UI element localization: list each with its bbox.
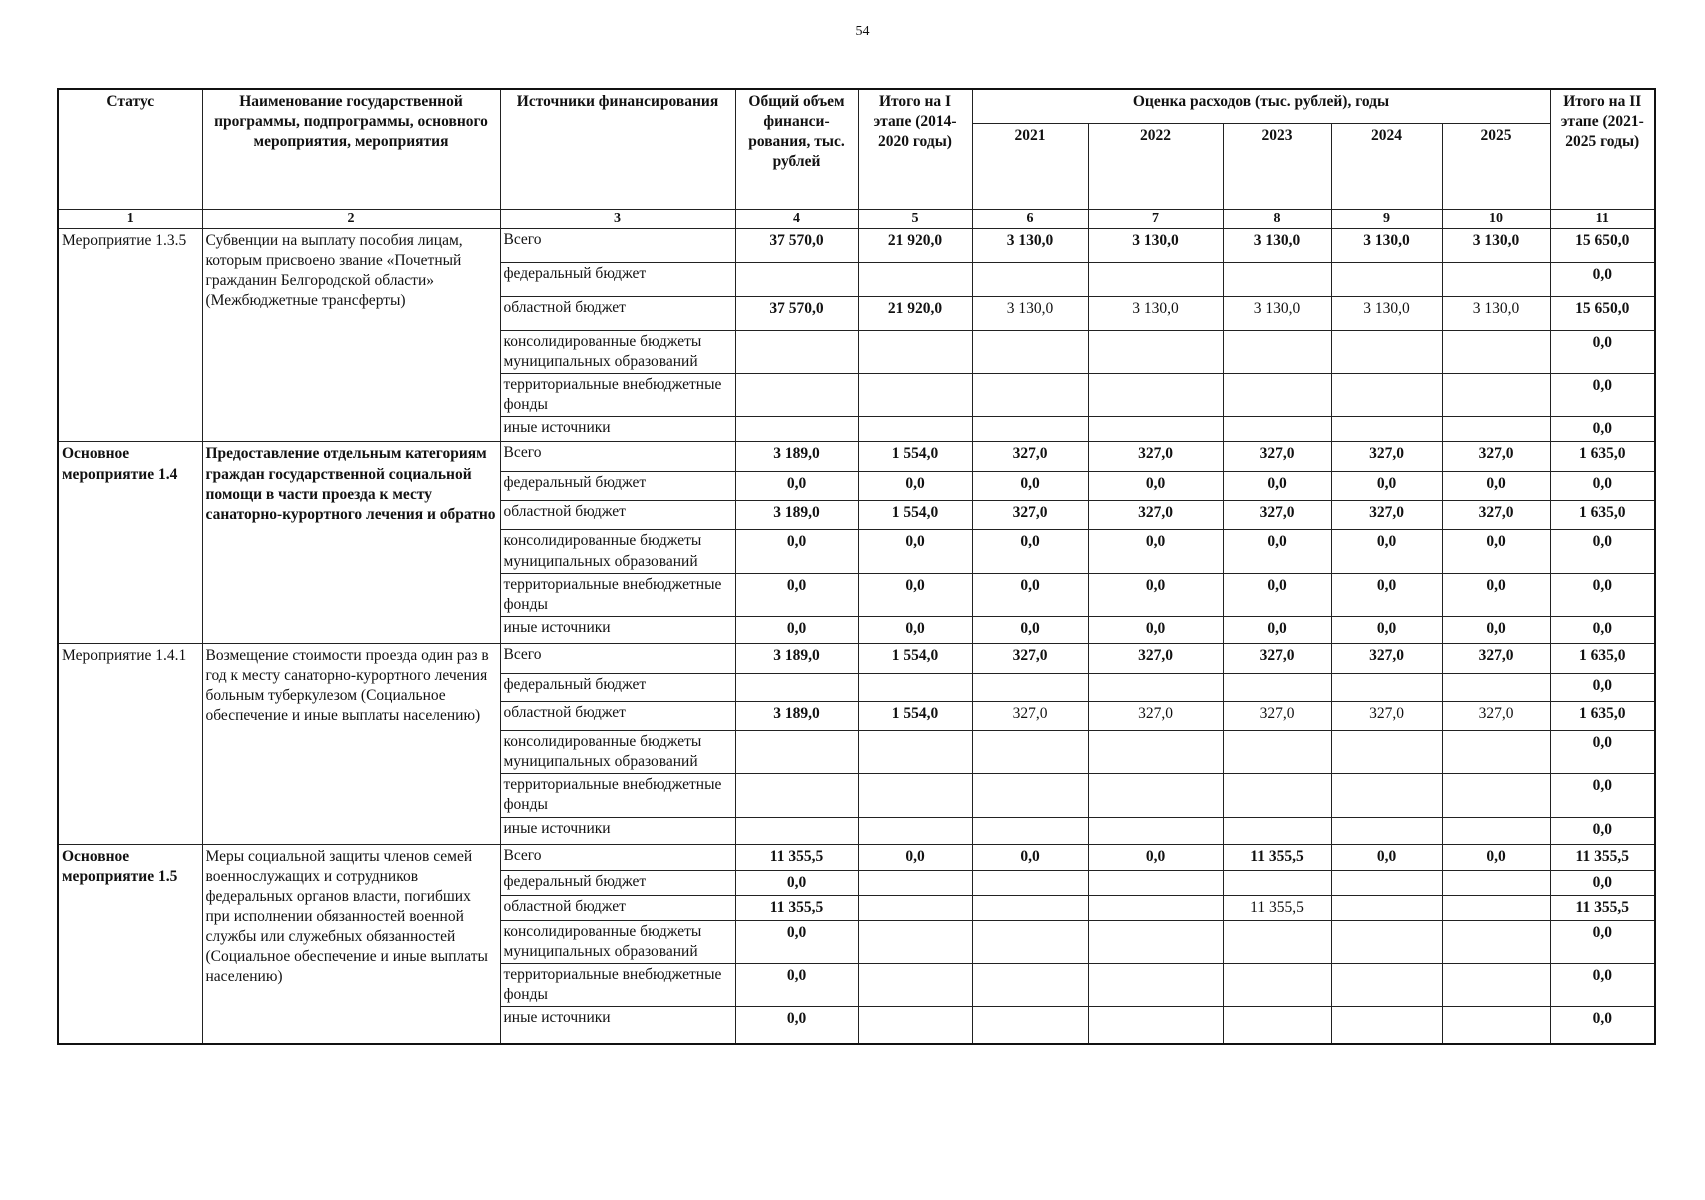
value-cell: 3 130,0	[1331, 296, 1442, 330]
table-row	[58, 844, 1655, 870]
value-cell: 0,0	[1550, 964, 1655, 1007]
table-row	[58, 442, 1655, 472]
value-cell: 0,0	[972, 844, 1088, 870]
value-cell	[1223, 870, 1331, 895]
value-cell: 0,0	[972, 530, 1088, 573]
value-cell: 0,0	[858, 616, 972, 643]
value-cell	[1331, 817, 1442, 844]
value-cell	[858, 673, 972, 701]
value-cell: 21 920,0	[858, 228, 972, 262]
value-cell: 327,0	[1442, 442, 1550, 472]
row-name: Меры социальной защиты членов семей военнослужащих и сотрудников федеральных органов власти, погибших при исполнении обязанностей военной службы или служебных обязанностей (Социальное обеспечение и иные выплаты населению)	[202, 844, 500, 1044]
column-index: 4	[735, 209, 858, 228]
header-stage2: Итого на II этапе (2021-2025 годы)	[1550, 89, 1655, 209]
value-cell	[1223, 330, 1331, 373]
value-cell: 0,0	[858, 573, 972, 616]
value-cell: 0,0	[735, 530, 858, 573]
value-cell: 3 130,0	[1223, 296, 1331, 330]
value-cell: 0,0	[735, 472, 858, 501]
page-number: 54	[855, 24, 870, 39]
value-cell	[1331, 895, 1442, 920]
value-cell	[735, 730, 858, 773]
row-name: Возмещение стоимости проезда один раз в год к месту санаторно-курортного лечения больным туберкулезом (Социальное обеспечение и иные выплаты населению)	[202, 643, 500, 844]
budget-table-container	[57, 88, 1656, 1045]
value-cell	[972, 417, 1088, 442]
header-year: 2022	[1088, 123, 1223, 209]
value-cell: 0,0	[1331, 616, 1442, 643]
value-cell	[1442, 870, 1550, 895]
value-cell	[1442, 373, 1550, 416]
header-year: 2021	[972, 123, 1088, 209]
value-cell: 0,0	[972, 573, 1088, 616]
value-cell	[1331, 1007, 1442, 1044]
value-cell	[972, 262, 1088, 296]
row-status: Мероприятие 1.3.5	[58, 228, 202, 442]
value-cell: 1 554,0	[858, 501, 972, 530]
value-cell: 11 355,5	[735, 844, 858, 870]
value-cell: 0,0	[1550, 616, 1655, 643]
value-cell	[972, 673, 1088, 701]
value-cell	[1088, 373, 1223, 416]
value-cell: 3 189,0	[735, 501, 858, 530]
value-cell: 0,0	[858, 530, 972, 573]
value-cell: 11 355,5	[1550, 844, 1655, 870]
funding-source: Всего	[500, 844, 735, 870]
funding-source: федеральный бюджет	[500, 673, 735, 701]
row-name: Предоставление отдельным категориям граждан государственной социальной помощи в части проезда к месту санаторно-курортного лечения и обратно	[202, 442, 500, 644]
value-cell	[1223, 1007, 1331, 1044]
value-cell: 0,0	[1550, 330, 1655, 373]
value-cell: 37 570,0	[735, 228, 858, 262]
value-cell: 11 355,5	[1550, 895, 1655, 920]
funding-source: территориальные внебюджетные фонды	[500, 774, 735, 817]
value-cell	[1331, 774, 1442, 817]
value-cell: 0,0	[1550, 673, 1655, 701]
value-cell	[858, 373, 972, 416]
value-cell: 3 130,0	[1442, 296, 1550, 330]
value-cell: 0,0	[1550, 373, 1655, 416]
value-cell: 0,0	[1223, 616, 1331, 643]
value-cell	[1223, 673, 1331, 701]
value-cell	[1088, 774, 1223, 817]
value-cell: 0,0	[1442, 530, 1550, 573]
funding-source: Всего	[500, 228, 735, 262]
column-index-row	[58, 209, 1655, 228]
value-cell	[1223, 817, 1331, 844]
value-cell	[1331, 730, 1442, 773]
value-cell: 327,0	[1442, 643, 1550, 673]
value-cell: 327,0	[1088, 643, 1223, 673]
row-status: Основное мероприятие 1.5	[58, 844, 202, 1044]
value-cell	[1223, 774, 1331, 817]
value-cell: 15 650,0	[1550, 296, 1655, 330]
value-cell	[858, 262, 972, 296]
table-row	[58, 228, 1655, 262]
value-cell	[1088, 330, 1223, 373]
value-cell	[1088, 262, 1223, 296]
value-cell: 11 355,5	[1223, 844, 1331, 870]
value-cell: 3 130,0	[1088, 296, 1223, 330]
value-cell: 11 355,5	[1223, 895, 1331, 920]
value-cell: 327,0	[1223, 442, 1331, 472]
value-cell	[1088, 920, 1223, 963]
value-cell: 327,0	[972, 442, 1088, 472]
header-year: 2025	[1442, 123, 1550, 209]
value-cell: 0,0	[1331, 844, 1442, 870]
value-cell	[1331, 330, 1442, 373]
value-cell: 0,0	[1550, 530, 1655, 573]
value-cell: 327,0	[1223, 501, 1331, 530]
funding-source: Всего	[500, 643, 735, 673]
value-cell: 0,0	[1550, 573, 1655, 616]
value-cell	[858, 774, 972, 817]
budget-table	[57, 88, 1656, 1045]
funding-source: областной бюджет	[500, 895, 735, 920]
value-cell	[1088, 673, 1223, 701]
column-index: 11	[1550, 209, 1655, 228]
value-cell	[1442, 330, 1550, 373]
value-cell: 1 554,0	[858, 701, 972, 730]
value-cell	[735, 673, 858, 701]
value-cell	[1223, 920, 1331, 963]
value-cell: 37 570,0	[735, 296, 858, 330]
value-cell	[1088, 730, 1223, 773]
funding-source: консолидированные бюджеты муниципальных образований	[500, 530, 735, 573]
value-cell: 11 355,5	[735, 895, 858, 920]
funding-source: иные источники	[500, 616, 735, 643]
header-estimate: Оценка расходов (тыс. рублей), годы	[972, 89, 1550, 123]
value-cell	[972, 774, 1088, 817]
value-cell: 327,0	[972, 643, 1088, 673]
value-cell	[1442, 964, 1550, 1007]
value-cell: 3 189,0	[735, 442, 858, 472]
header-source: Источники финансирования	[500, 89, 735, 209]
funding-source: консолидированные бюджеты муниципальных образований	[500, 330, 735, 373]
value-cell	[972, 895, 1088, 920]
value-cell: 0,0	[1088, 616, 1223, 643]
value-cell	[1442, 417, 1550, 442]
header-status: Статус	[58, 89, 202, 209]
funding-source: иные источники	[500, 417, 735, 442]
value-cell: 327,0	[972, 501, 1088, 530]
value-cell: 0,0	[1331, 472, 1442, 501]
value-cell	[972, 1007, 1088, 1044]
value-cell: 0,0	[1550, 472, 1655, 501]
value-cell: 327,0	[1331, 442, 1442, 472]
value-cell: 0,0	[1331, 530, 1442, 573]
value-cell	[858, 330, 972, 373]
value-cell	[1442, 774, 1550, 817]
value-cell	[972, 817, 1088, 844]
value-cell: 0,0	[972, 472, 1088, 501]
value-cell	[858, 964, 972, 1007]
value-cell	[735, 373, 858, 416]
value-cell: 3 130,0	[1088, 228, 1223, 262]
value-cell: 327,0	[1331, 701, 1442, 730]
value-cell: 3 130,0	[972, 296, 1088, 330]
value-cell	[858, 1007, 972, 1044]
funding-source: областной бюджет	[500, 701, 735, 730]
value-cell: 3 130,0	[1223, 228, 1331, 262]
value-cell: 3 189,0	[735, 643, 858, 673]
value-cell: 15 650,0	[1550, 228, 1655, 262]
value-cell: 0,0	[1442, 844, 1550, 870]
value-cell: 0,0	[1223, 573, 1331, 616]
column-index: 7	[1088, 209, 1223, 228]
value-cell: 0,0	[1331, 573, 1442, 616]
value-cell	[1442, 920, 1550, 963]
value-cell	[1331, 373, 1442, 416]
value-cell: 327,0	[1442, 701, 1550, 730]
value-cell	[972, 730, 1088, 773]
value-cell: 0,0	[972, 616, 1088, 643]
value-cell	[972, 373, 1088, 416]
value-cell	[1088, 895, 1223, 920]
value-cell	[1223, 373, 1331, 416]
value-cell: 0,0	[735, 870, 858, 895]
column-index: 6	[972, 209, 1088, 228]
value-cell: 1 635,0	[1550, 643, 1655, 673]
value-cell	[735, 262, 858, 296]
value-cell	[1223, 417, 1331, 442]
value-cell: 0,0	[1550, 920, 1655, 963]
column-index: 2	[202, 209, 500, 228]
value-cell: 3 130,0	[972, 228, 1088, 262]
value-cell: 0,0	[1088, 530, 1223, 573]
value-cell: 327,0	[1331, 643, 1442, 673]
value-cell: 0,0	[1223, 530, 1331, 573]
row-status: Основное мероприятие 1.4	[58, 442, 202, 644]
value-cell: 0,0	[1088, 472, 1223, 501]
value-cell	[1223, 730, 1331, 773]
header-stage1: Итого на I этапе (2014-2020 годы)	[858, 89, 972, 209]
value-cell	[1331, 673, 1442, 701]
value-cell	[858, 895, 972, 920]
value-cell	[735, 774, 858, 817]
column-index: 5	[858, 209, 972, 228]
funding-source: консолидированные бюджеты муниципальных образований	[500, 730, 735, 773]
header-year: 2023	[1223, 123, 1331, 209]
value-cell	[1088, 817, 1223, 844]
value-cell: 0,0	[735, 573, 858, 616]
row-status: Мероприятие 1.4.1	[58, 643, 202, 844]
value-cell: 0,0	[1550, 417, 1655, 442]
value-cell	[972, 870, 1088, 895]
funding-source: территориальные внебюджетные фонды	[500, 573, 735, 616]
value-cell: 0,0	[735, 616, 858, 643]
row-name: Субвенции на выплату пособия лицам, которым присвоено звание «Почетный гражданин Белгородской области» (Межбюджетные трансферты)	[202, 228, 500, 442]
value-cell	[972, 964, 1088, 1007]
value-cell	[1088, 964, 1223, 1007]
value-cell: 0,0	[1550, 1007, 1655, 1044]
value-cell	[972, 920, 1088, 963]
value-cell: 327,0	[1088, 501, 1223, 530]
value-cell: 0,0	[1550, 870, 1655, 895]
value-cell: 1 635,0	[1550, 501, 1655, 530]
header-year: 2024	[1331, 123, 1442, 209]
value-cell	[1442, 895, 1550, 920]
value-cell: 3 130,0	[1442, 228, 1550, 262]
value-cell: 0,0	[1223, 472, 1331, 501]
table-body	[58, 228, 1655, 1044]
value-cell: 327,0	[1223, 701, 1331, 730]
value-cell	[858, 817, 972, 844]
value-cell: 1 635,0	[1550, 701, 1655, 730]
value-cell	[1088, 870, 1223, 895]
value-cell	[1331, 964, 1442, 1007]
value-cell: 327,0	[1442, 501, 1550, 530]
value-cell	[858, 730, 972, 773]
funding-source: иные источники	[500, 817, 735, 844]
value-cell	[1088, 1007, 1223, 1044]
funding-source: консолидированные бюджеты муниципальных образований	[500, 920, 735, 963]
value-cell: 0,0	[1442, 472, 1550, 501]
value-cell: 327,0	[1223, 643, 1331, 673]
value-cell: 0,0	[1088, 573, 1223, 616]
value-cell	[1223, 262, 1331, 296]
header-total: Общий объем финанси-рования, тыс. рублей	[735, 89, 858, 209]
value-cell: 0,0	[858, 844, 972, 870]
value-cell: 0,0	[735, 964, 858, 1007]
column-index: 1	[58, 209, 202, 228]
value-cell: 0,0	[858, 472, 972, 501]
value-cell	[1331, 417, 1442, 442]
value-cell	[1442, 1007, 1550, 1044]
value-cell: 1 635,0	[1550, 442, 1655, 472]
value-cell	[735, 817, 858, 844]
funding-source: Всего	[500, 442, 735, 472]
value-cell	[1442, 817, 1550, 844]
column-index: 8	[1223, 209, 1331, 228]
value-cell: 0,0	[735, 920, 858, 963]
value-cell: 21 920,0	[858, 296, 972, 330]
value-cell	[858, 870, 972, 895]
value-cell	[735, 330, 858, 373]
value-cell: 1 554,0	[858, 442, 972, 472]
value-cell: 0,0	[1550, 730, 1655, 773]
value-cell: 327,0	[1088, 701, 1223, 730]
value-cell: 327,0	[1331, 501, 1442, 530]
value-cell: 1 554,0	[858, 643, 972, 673]
funding-source: областной бюджет	[500, 296, 735, 330]
funding-source: федеральный бюджет	[500, 262, 735, 296]
column-index: 9	[1331, 209, 1442, 228]
column-index: 3	[500, 209, 735, 228]
value-cell: 0,0	[735, 1007, 858, 1044]
funding-source: федеральный бюджет	[500, 472, 735, 501]
value-cell: 0,0	[1550, 262, 1655, 296]
value-cell: 3 189,0	[735, 701, 858, 730]
value-cell	[1331, 870, 1442, 895]
value-cell	[1442, 730, 1550, 773]
value-cell: 0,0	[1442, 616, 1550, 643]
value-cell: 327,0	[972, 701, 1088, 730]
funding-source: иные источники	[500, 1007, 735, 1044]
funding-source: федеральный бюджет	[500, 870, 735, 895]
value-cell: 0,0	[1442, 573, 1550, 616]
header-name: Наименование государственной программы, подпрограммы, основного мероприятия, мероприятия	[202, 89, 500, 209]
value-cell: 0,0	[1550, 774, 1655, 817]
value-cell: 327,0	[1088, 442, 1223, 472]
table-row	[58, 643, 1655, 673]
value-cell	[1331, 262, 1442, 296]
value-cell	[1088, 417, 1223, 442]
value-cell	[1442, 673, 1550, 701]
value-cell	[1331, 920, 1442, 963]
column-index: 10	[1442, 209, 1550, 228]
value-cell	[972, 330, 1088, 373]
value-cell	[1442, 262, 1550, 296]
value-cell	[858, 920, 972, 963]
value-cell: 0,0	[1550, 817, 1655, 844]
value-cell	[858, 417, 972, 442]
funding-source: областной бюджет	[500, 501, 735, 530]
value-cell: 3 130,0	[1331, 228, 1442, 262]
funding-source: территориальные внебюджетные фонды	[500, 373, 735, 416]
value-cell	[1223, 964, 1331, 1007]
funding-source: территориальные внебюджетные фонды	[500, 964, 735, 1007]
value-cell: 0,0	[1088, 844, 1223, 870]
value-cell	[735, 417, 858, 442]
